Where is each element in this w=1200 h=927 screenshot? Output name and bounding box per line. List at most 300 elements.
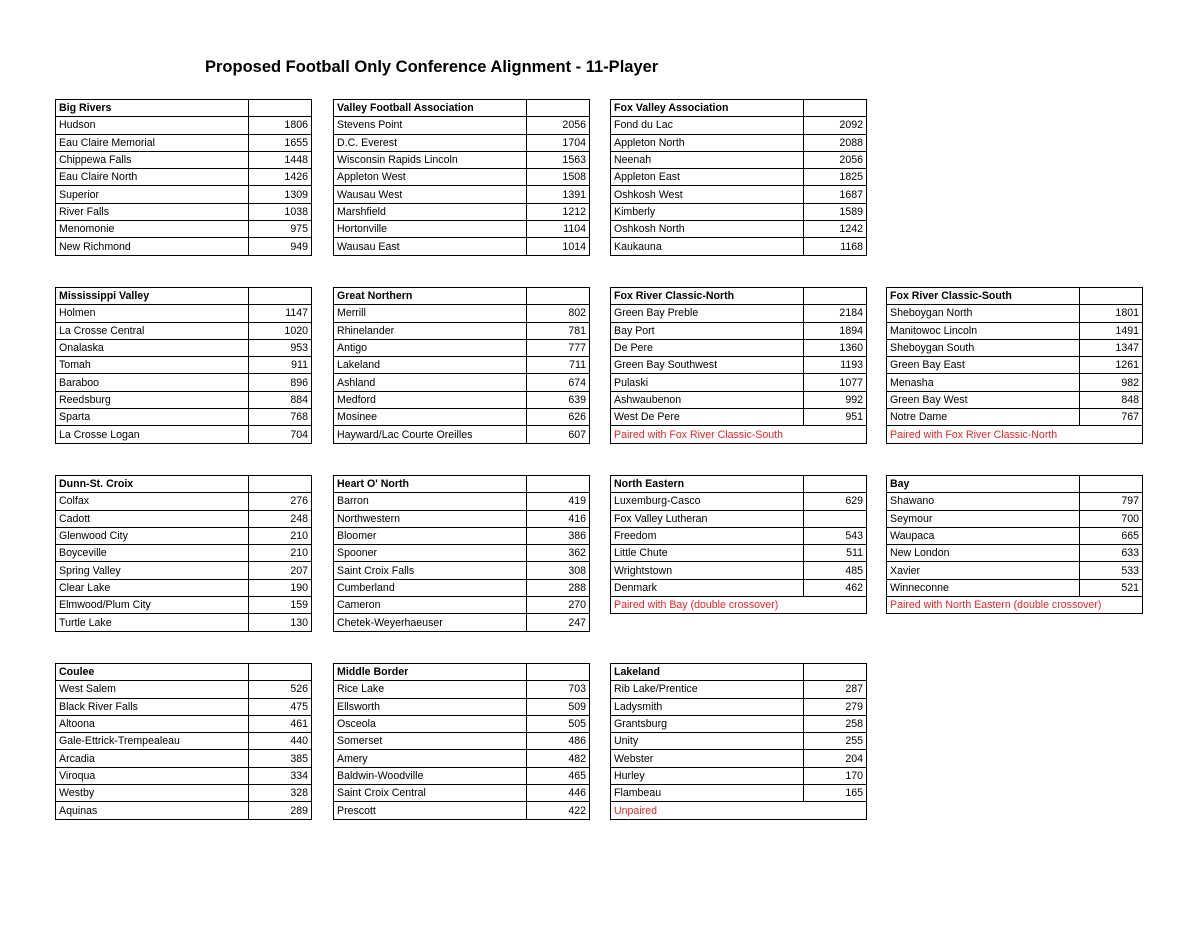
enrollment-header-cell: [804, 476, 867, 493]
team-name: Webster: [611, 750, 804, 767]
team-name: Menomonie: [56, 221, 249, 238]
enrollment-header-cell: [804, 664, 867, 681]
team-row: [334, 186, 590, 203]
team-name: Marshfield: [334, 203, 527, 220]
team-row: [611, 117, 867, 134]
team-row: [334, 203, 590, 220]
team-name: Cumberland: [334, 579, 527, 596]
enrollment-header-cell: [527, 288, 590, 305]
team-enrollment: 475: [249, 698, 312, 715]
enrollment-header-cell: [527, 100, 590, 117]
team-enrollment: 422: [527, 802, 590, 819]
team-enrollment: 482: [527, 750, 590, 767]
team-enrollment: 446: [527, 785, 590, 802]
team-enrollment: 633: [1080, 545, 1143, 562]
team-name: Oshkosh West: [611, 186, 804, 203]
conference-table-valley: [333, 99, 590, 256]
team-name: Northwestern: [334, 510, 527, 527]
team-name: Saint Croix Falls: [334, 562, 527, 579]
team-enrollment: 334: [249, 767, 312, 784]
team-name: Clear Lake: [56, 579, 249, 596]
team-row: [887, 339, 1143, 356]
team-enrollment: 386: [527, 527, 590, 544]
enrollment-header-cell: [1080, 288, 1143, 305]
team-row: [334, 681, 590, 698]
team-row: [56, 409, 312, 426]
team-name: Somerset: [334, 733, 527, 750]
team-row: [334, 802, 590, 819]
team-enrollment: 704: [249, 426, 312, 443]
team-name: Boyceville: [56, 545, 249, 562]
team-name: D.C. Everest: [334, 134, 527, 151]
team-name: Wisconsin Rapids Lincoln: [334, 151, 527, 168]
team-enrollment: 1193: [804, 357, 867, 374]
team-row: [887, 527, 1143, 544]
team-enrollment: 1360: [804, 339, 867, 356]
team-enrollment: 210: [249, 527, 312, 544]
team-name: Merrill: [334, 305, 527, 322]
team-enrollment: 1825: [804, 169, 867, 186]
conference-name: Heart O' North: [334, 476, 527, 493]
team-name: Little Chute: [611, 545, 804, 562]
team-row: [611, 698, 867, 715]
team-row: [56, 221, 312, 238]
team-name: Mosinee: [334, 409, 527, 426]
team-row: [887, 357, 1143, 374]
team-name: Turtle Lake: [56, 614, 249, 631]
conference-header-row: [611, 476, 867, 493]
team-row: [334, 374, 590, 391]
pairing-note: Paired with North Eastern (double crossover): [887, 597, 1143, 614]
team-row: [56, 203, 312, 220]
team-row: [56, 493, 312, 510]
team-row: [56, 134, 312, 151]
team-enrollment: 287: [804, 681, 867, 698]
conference-header-row: [334, 100, 590, 117]
team-name: Fox Valley Lutheran: [611, 510, 804, 527]
pairing-note: Paired with Fox River Classic-North: [887, 426, 1143, 443]
team-name: Elmwood/Plum City: [56, 597, 249, 614]
team-enrollment: 486: [527, 733, 590, 750]
team-name: Baraboo: [56, 374, 249, 391]
team-enrollment: 533: [1080, 562, 1143, 579]
conference-header-row: [611, 288, 867, 305]
team-enrollment: 2056: [804, 151, 867, 168]
team-name: Shawano: [887, 493, 1080, 510]
conference-table-dunn-st-croix: [55, 475, 312, 632]
team-enrollment: 1448: [249, 151, 312, 168]
team-enrollment: 279: [804, 698, 867, 715]
team-name: Luxemburg-Casco: [611, 493, 804, 510]
team-row: [56, 545, 312, 562]
team-row: [611, 545, 867, 562]
team-enrollment: 767: [1080, 409, 1143, 426]
conference-table-great-northern: [333, 287, 590, 444]
team-name: Menasha: [887, 374, 1080, 391]
team-row: [56, 510, 312, 527]
team-name: Eau Claire North: [56, 169, 249, 186]
team-enrollment: 1104: [527, 221, 590, 238]
pairing-note-row: [611, 597, 867, 614]
team-enrollment: 521: [1080, 579, 1143, 596]
team-enrollment: [804, 510, 867, 527]
team-name: Viroqua: [56, 767, 249, 784]
team-row: [56, 614, 312, 631]
team-row: [56, 733, 312, 750]
conference-name: Great Northern: [334, 288, 527, 305]
team-row: [611, 785, 867, 802]
conference-name: Valley Football Association: [334, 100, 527, 117]
team-enrollment: 461: [249, 715, 312, 732]
team-row: [887, 493, 1143, 510]
team-name: Rhinelander: [334, 322, 527, 339]
team-name: De Pere: [611, 339, 804, 356]
conference-header-row: [887, 288, 1143, 305]
team-row: [611, 203, 867, 220]
team-enrollment: 130: [249, 614, 312, 631]
team-enrollment: 465: [527, 767, 590, 784]
team-enrollment: 607: [527, 426, 590, 443]
team-row: [56, 527, 312, 544]
pairing-note-row: [611, 426, 867, 443]
team-name: New Richmond: [56, 238, 249, 255]
team-name: Hayward/Lac Courte Oreilles: [334, 426, 527, 443]
pairing-note: Paired with Bay (double crossover): [611, 597, 867, 614]
team-row: [56, 169, 312, 186]
team-enrollment: 190: [249, 579, 312, 596]
conference-header-row: [611, 100, 867, 117]
team-name: Antigo: [334, 339, 527, 356]
team-row: [56, 715, 312, 732]
team-row: [334, 221, 590, 238]
team-enrollment: 204: [804, 750, 867, 767]
team-row: [611, 750, 867, 767]
team-enrollment: 2184: [804, 305, 867, 322]
team-row: [887, 322, 1143, 339]
team-row: [56, 597, 312, 614]
team-enrollment: 1508: [527, 169, 590, 186]
team-enrollment: 1212: [527, 203, 590, 220]
team-row: [334, 785, 590, 802]
team-name: Medford: [334, 391, 527, 408]
team-enrollment: 911: [249, 357, 312, 374]
enrollment-header-cell: [527, 664, 590, 681]
team-enrollment: 1894: [804, 322, 867, 339]
conference-table-coulee: [55, 663, 312, 820]
conference-table-frc-south: [886, 287, 1143, 444]
team-enrollment: 1655: [249, 134, 312, 151]
team-enrollment: 511: [804, 545, 867, 562]
team-name: Winneconne: [887, 579, 1080, 596]
team-enrollment: 328: [249, 785, 312, 802]
team-enrollment: 1261: [1080, 357, 1143, 374]
team-name: Hortonville: [334, 221, 527, 238]
team-name: Bloomer: [334, 527, 527, 544]
team-name: Spooner: [334, 545, 527, 562]
team-name: Spring Valley: [56, 562, 249, 579]
team-row: [611, 493, 867, 510]
team-name: River Falls: [56, 203, 249, 220]
conference-name: Mississippi Valley: [56, 288, 249, 305]
team-enrollment: 255: [804, 733, 867, 750]
team-enrollment: 777: [527, 339, 590, 356]
team-row: [56, 562, 312, 579]
team-row: [334, 579, 590, 596]
team-enrollment: 711: [527, 357, 590, 374]
conference-table-big-rivers: [55, 99, 312, 256]
team-enrollment: 159: [249, 597, 312, 614]
team-enrollment: 462: [804, 579, 867, 596]
team-name: Wrightstown: [611, 562, 804, 579]
team-enrollment: 385: [249, 750, 312, 767]
team-row: [611, 579, 867, 596]
team-enrollment: 884: [249, 391, 312, 408]
team-row: [611, 715, 867, 732]
team-enrollment: 1014: [527, 238, 590, 255]
team-name: Rib Lake/Prentice: [611, 681, 804, 698]
team-enrollment: 1038: [249, 203, 312, 220]
team-row: [611, 221, 867, 238]
team-enrollment: 1563: [527, 151, 590, 168]
conference-table-fox-valley: [610, 99, 867, 256]
pairing-note: Unpaired: [611, 802, 867, 819]
team-name: Westby: [56, 785, 249, 802]
team-enrollment: 1347: [1080, 339, 1143, 356]
team-enrollment: 1077: [804, 374, 867, 391]
team-row: [334, 151, 590, 168]
team-name: Grantsburg: [611, 715, 804, 732]
team-row: [611, 681, 867, 698]
team-name: Prescott: [334, 802, 527, 819]
team-row: [56, 186, 312, 203]
team-enrollment: 975: [249, 221, 312, 238]
team-row: [56, 579, 312, 596]
enrollment-header-cell: [249, 476, 312, 493]
conference-name: Lakeland: [611, 664, 804, 681]
team-row: [887, 409, 1143, 426]
team-name: Xavier: [887, 562, 1080, 579]
team-row: [611, 151, 867, 168]
team-enrollment: 1309: [249, 186, 312, 203]
team-name: Cadott: [56, 510, 249, 527]
team-name: Fond du Lac: [611, 117, 804, 134]
team-name: Black River Falls: [56, 698, 249, 715]
team-row: [334, 134, 590, 151]
team-row: [334, 238, 590, 255]
team-row: [56, 767, 312, 784]
team-row: [887, 562, 1143, 579]
team-name: Osceola: [334, 715, 527, 732]
conference-name: North Eastern: [611, 476, 804, 493]
team-row: [611, 374, 867, 391]
team-row: [56, 238, 312, 255]
pairing-note-row: [887, 426, 1143, 443]
page-title: Proposed Football Only Conference Alignment - 11-Player: [205, 58, 659, 76]
team-name: Holmen: [56, 305, 249, 322]
team-row: [334, 527, 590, 544]
team-name: Tomah: [56, 357, 249, 374]
conference-header-row: [56, 476, 312, 493]
team-enrollment: 1704: [527, 134, 590, 151]
team-row: [56, 802, 312, 819]
team-name: New London: [887, 545, 1080, 562]
team-row: [56, 391, 312, 408]
team-enrollment: 2092: [804, 117, 867, 134]
enrollment-header-cell: [249, 664, 312, 681]
conference-table-lakeland: [610, 663, 867, 820]
team-name: Sparta: [56, 409, 249, 426]
team-enrollment: 308: [527, 562, 590, 579]
conference-header-row: [56, 664, 312, 681]
team-name: Seymour: [887, 510, 1080, 527]
team-row: [611, 733, 867, 750]
conference-header-row: [56, 100, 312, 117]
team-row: [334, 510, 590, 527]
team-row: [56, 117, 312, 134]
team-row: [611, 339, 867, 356]
team-enrollment: 674: [527, 374, 590, 391]
team-name: Neenah: [611, 151, 804, 168]
conference-header-row: [887, 476, 1143, 493]
conference-name: Middle Border: [334, 664, 527, 681]
team-row: [56, 305, 312, 322]
team-enrollment: 247: [527, 614, 590, 631]
team-row: [56, 426, 312, 443]
enrollment-header-cell: [249, 100, 312, 117]
team-enrollment: 543: [804, 527, 867, 544]
enrollment-header-cell: [804, 100, 867, 117]
enrollment-header-cell: [527, 476, 590, 493]
team-enrollment: 626: [527, 409, 590, 426]
team-name: Ashwaubenon: [611, 391, 804, 408]
team-enrollment: 1589: [804, 203, 867, 220]
conference-header-row: [56, 288, 312, 305]
team-row: [887, 510, 1143, 527]
team-name: Kaukauna: [611, 238, 804, 255]
team-row: [611, 391, 867, 408]
team-name: Aquinas: [56, 802, 249, 819]
team-name: Reedsburg: [56, 391, 249, 408]
team-row: [56, 339, 312, 356]
conference-table-frc-north: [610, 287, 867, 444]
conference-name: Bay: [887, 476, 1080, 493]
team-enrollment: 505: [527, 715, 590, 732]
team-row: [611, 409, 867, 426]
team-name: Denmark: [611, 579, 804, 596]
team-name: Appleton West: [334, 169, 527, 186]
team-name: Pulaski: [611, 374, 804, 391]
team-enrollment: 416: [527, 510, 590, 527]
team-row: [887, 391, 1143, 408]
team-name: Eau Claire Memorial: [56, 134, 249, 151]
team-enrollment: 1687: [804, 186, 867, 203]
team-row: [334, 339, 590, 356]
conference-name: Dunn-St. Croix: [56, 476, 249, 493]
team-row: [334, 715, 590, 732]
team-row: [334, 698, 590, 715]
team-enrollment: 953: [249, 339, 312, 356]
team-row: [334, 750, 590, 767]
team-name: Cameron: [334, 597, 527, 614]
team-enrollment: 781: [527, 322, 590, 339]
team-enrollment: 1147: [249, 305, 312, 322]
team-row: [611, 238, 867, 255]
team-row: [887, 305, 1143, 322]
team-enrollment: 768: [249, 409, 312, 426]
team-name: Amery: [334, 750, 527, 767]
team-enrollment: 1020: [249, 322, 312, 339]
team-row: [611, 186, 867, 203]
conference-header-row: [611, 664, 867, 681]
team-enrollment: 210: [249, 545, 312, 562]
enrollment-header-cell: [804, 288, 867, 305]
conference-name: Coulee: [56, 664, 249, 681]
team-name: Bay Port: [611, 322, 804, 339]
team-name: Hurley: [611, 767, 804, 784]
team-enrollment: 1491: [1080, 322, 1143, 339]
team-enrollment: 1168: [804, 238, 867, 255]
team-enrollment: 362: [527, 545, 590, 562]
team-name: Ladysmith: [611, 698, 804, 715]
team-name: Appleton East: [611, 169, 804, 186]
team-enrollment: 992: [804, 391, 867, 408]
team-row: [611, 562, 867, 579]
conference-name: Fox River Classic-North: [611, 288, 804, 305]
team-name: Arcadia: [56, 750, 249, 767]
team-name: Hudson: [56, 117, 249, 134]
team-row: [334, 493, 590, 510]
team-enrollment: 485: [804, 562, 867, 579]
team-enrollment: 2088: [804, 134, 867, 151]
team-row: [56, 785, 312, 802]
team-enrollment: 949: [249, 238, 312, 255]
team-row: [334, 409, 590, 426]
pairing-note: Paired with Fox River Classic-South: [611, 426, 867, 443]
team-enrollment: 1242: [804, 221, 867, 238]
team-name: Saint Croix Central: [334, 785, 527, 802]
team-enrollment: 639: [527, 391, 590, 408]
team-name: Green Bay East: [887, 357, 1080, 374]
conference-name: Fox River Classic-South: [887, 288, 1080, 305]
team-name: Chetek-Weyerhaeuser: [334, 614, 527, 631]
team-enrollment: 802: [527, 305, 590, 322]
team-name: Wausau West: [334, 186, 527, 203]
team-name: Green Bay Preble: [611, 305, 804, 322]
team-name: Gale-Ettrick-Trempealeau: [56, 733, 249, 750]
team-enrollment: 665: [1080, 527, 1143, 544]
team-row: [334, 305, 590, 322]
team-enrollment: 1806: [249, 117, 312, 134]
team-row: [56, 750, 312, 767]
team-name: Wausau East: [334, 238, 527, 255]
team-enrollment: 289: [249, 802, 312, 819]
team-name: Chippewa Falls: [56, 151, 249, 168]
team-name: Lakeland: [334, 357, 527, 374]
team-name: Colfax: [56, 493, 249, 510]
team-row: [611, 169, 867, 186]
team-row: [334, 597, 590, 614]
team-name: Onalaska: [56, 339, 249, 356]
team-row: [334, 391, 590, 408]
team-row: [334, 614, 590, 631]
team-enrollment: 1801: [1080, 305, 1143, 322]
team-enrollment: 629: [804, 493, 867, 510]
team-enrollment: 509: [527, 698, 590, 715]
team-name: Sheboygan South: [887, 339, 1080, 356]
team-name: Stevens Point: [334, 117, 527, 134]
pairing-note-row: [887, 597, 1143, 614]
team-name: Sheboygan North: [887, 305, 1080, 322]
